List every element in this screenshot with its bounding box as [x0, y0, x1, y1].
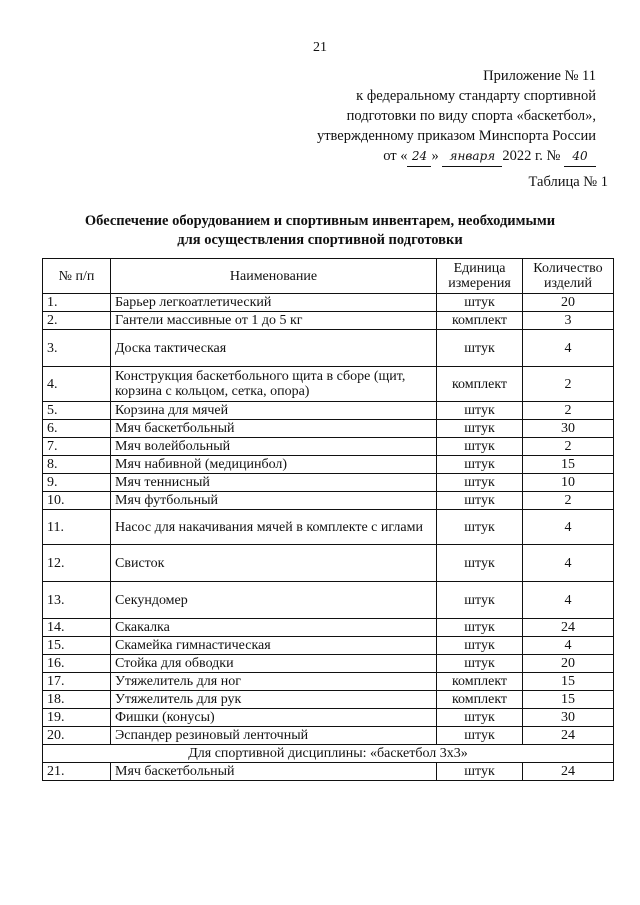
row-unit: комплект	[437, 312, 523, 330]
row-qty: 4	[523, 510, 614, 545]
table-row	[43, 420, 614, 438]
row-num: 19.	[43, 709, 111, 727]
row-unit: штук	[437, 727, 523, 745]
table-row	[43, 474, 614, 492]
row-num: 18.	[43, 691, 111, 709]
table-row	[43, 510, 614, 545]
row-name: Утяжелитель для рук	[111, 691, 437, 709]
header-name: Наименование	[111, 259, 437, 294]
table-row	[43, 294, 614, 312]
row-name: Фишки (конусы)	[111, 709, 437, 727]
appendix-header	[317, 66, 596, 167]
header-num: № п/п	[43, 259, 111, 294]
table-row	[43, 691, 614, 709]
table-subheading-row	[43, 745, 614, 763]
title-line-2: для осуществления спортивной подготовки	[177, 232, 463, 248]
row-unit: штук	[437, 655, 523, 673]
row-name: Конструкция баскетбольного щита в сборе (щит, корзина с кольцом, сетка, опора)	[111, 367, 437, 402]
row-num: 11.	[43, 510, 111, 545]
row-unit: штук	[437, 709, 523, 727]
row-unit: комплект	[437, 673, 523, 691]
row-qty: 4	[523, 330, 614, 367]
row-name: Гантели массивные от 1 до 5 кг	[111, 312, 437, 330]
row-num: 17.	[43, 673, 111, 691]
row-num: 21.	[43, 763, 111, 781]
table-row	[43, 763, 614, 781]
row-qty: 3	[523, 312, 614, 330]
row-name: Мяч набивной (медицинбол)	[111, 456, 437, 474]
table-body	[43, 294, 614, 781]
date-mid: »	[431, 148, 439, 164]
appendix-line-1: Приложение № 11	[483, 68, 596, 84]
row-unit: комплект	[437, 691, 523, 709]
row-qty: 10	[523, 474, 614, 492]
row-name: Доска тактическая	[111, 330, 437, 367]
row-name: Скамейка гимнастическая	[111, 637, 437, 655]
table-row	[43, 456, 614, 474]
row-qty: 24	[523, 763, 614, 781]
subheading-3x3: Для спортивной дисциплины: «баскетбол 3х3»	[43, 745, 614, 763]
row-num: 14.	[43, 619, 111, 637]
row-qty: 4	[523, 582, 614, 619]
table-row	[43, 655, 614, 673]
row-unit: штук	[437, 474, 523, 492]
appendix-line-4: утвержденному приказом Минспорта России	[316, 128, 596, 144]
row-qty: 20	[523, 655, 614, 673]
row-name: Насос для накачивания мячей в комплекте с иглами	[111, 510, 437, 545]
handwritten-month: января	[442, 146, 502, 167]
row-qty: 2	[523, 492, 614, 510]
row-name: Мяч футбольный	[111, 492, 437, 510]
row-unit: штук	[437, 582, 523, 619]
row-name: Мяч волейбольный	[111, 438, 437, 456]
row-name: Секундомер	[111, 582, 437, 619]
table-row	[43, 438, 614, 456]
table-row	[43, 330, 614, 367]
row-num: 9.	[43, 474, 111, 492]
row-qty: 15	[523, 673, 614, 691]
appendix-line-2: к федеральному стандарту спортивной	[356, 88, 596, 104]
table-row	[43, 402, 614, 420]
appendix-date-line	[317, 146, 596, 167]
table-row	[43, 619, 614, 637]
row-qty: 30	[523, 420, 614, 438]
table-row	[43, 367, 614, 402]
row-num: 13.	[43, 582, 111, 619]
table-row	[43, 312, 614, 330]
date-year: 2022 г. №	[502, 148, 561, 164]
row-num: 2.	[43, 312, 111, 330]
row-qty: 24	[523, 619, 614, 637]
table-row	[43, 492, 614, 510]
row-unit: штук	[437, 438, 523, 456]
row-num: 4.	[43, 367, 111, 402]
appendix-line-3: подготовки по виду спорта «баскетбол»,	[346, 108, 596, 124]
row-unit: штук	[437, 510, 523, 545]
row-name: Мяч теннисный	[111, 474, 437, 492]
title-line-1: Обеспечение оборудованием и спортивным инвентарем, необходимыми	[84, 213, 556, 229]
page-number: 21	[313, 40, 327, 55]
row-name: Свисток	[111, 545, 437, 582]
row-name: Эспандер резиновый ленточный	[111, 727, 437, 745]
row-qty: 4	[523, 545, 614, 582]
row-num: 10.	[43, 492, 111, 510]
row-num: 3.	[43, 330, 111, 367]
row-name: Мяч баскетбольный	[111, 420, 437, 438]
row-num: 12.	[43, 545, 111, 582]
row-name: Стойка для обводки	[111, 655, 437, 673]
row-unit: комплект	[437, 367, 523, 402]
row-qty: 30	[523, 709, 614, 727]
handwritten-day: 24	[407, 146, 431, 167]
row-num: 5.	[43, 402, 111, 420]
row-qty: 15	[523, 691, 614, 709]
row-unit: штук	[437, 619, 523, 637]
table-row	[43, 673, 614, 691]
row-qty: 4	[523, 637, 614, 655]
table-row	[43, 709, 614, 727]
table-row	[43, 637, 614, 655]
row-num: 15.	[43, 637, 111, 655]
row-num: 8.	[43, 456, 111, 474]
row-num: 16.	[43, 655, 111, 673]
table-row	[43, 727, 614, 745]
row-unit: штук	[437, 402, 523, 420]
header-unit: Единица измерения	[437, 259, 523, 294]
row-name: Утяжелитель для ног	[111, 673, 437, 691]
row-num: 7.	[43, 438, 111, 456]
equipment-table	[42, 258, 614, 781]
row-unit: штук	[437, 492, 523, 510]
row-qty: 20	[523, 294, 614, 312]
row-qty: 2	[523, 367, 614, 402]
row-num: 6.	[43, 420, 111, 438]
row-unit: штук	[437, 637, 523, 655]
row-num: 20.	[43, 727, 111, 745]
table-label: Таблица № 1	[528, 174, 608, 190]
row-qty: 24	[523, 727, 614, 745]
row-name: Барьер легкоатлетический	[111, 294, 437, 312]
row-unit: штук	[437, 330, 523, 367]
handwritten-order-number: 40	[564, 146, 596, 167]
row-unit: штук	[437, 294, 523, 312]
table-title	[30, 212, 610, 250]
table-header-row	[43, 259, 614, 294]
row-unit: штук	[437, 420, 523, 438]
row-num: 1.	[43, 294, 111, 312]
row-unit: штук	[437, 545, 523, 582]
row-qty: 15	[523, 456, 614, 474]
row-qty: 2	[523, 438, 614, 456]
table-row	[43, 545, 614, 582]
date-prefix: от «	[383, 148, 408, 164]
table-row	[43, 582, 614, 619]
row-qty: 2	[523, 402, 614, 420]
row-name: Скакалка	[111, 619, 437, 637]
header-qty: Количество изделий	[523, 259, 614, 294]
row-unit: штук	[437, 456, 523, 474]
row-name: Корзина для мячей	[111, 402, 437, 420]
row-unit: штук	[437, 763, 523, 781]
row-name: Мяч баскетбольный	[111, 763, 437, 781]
